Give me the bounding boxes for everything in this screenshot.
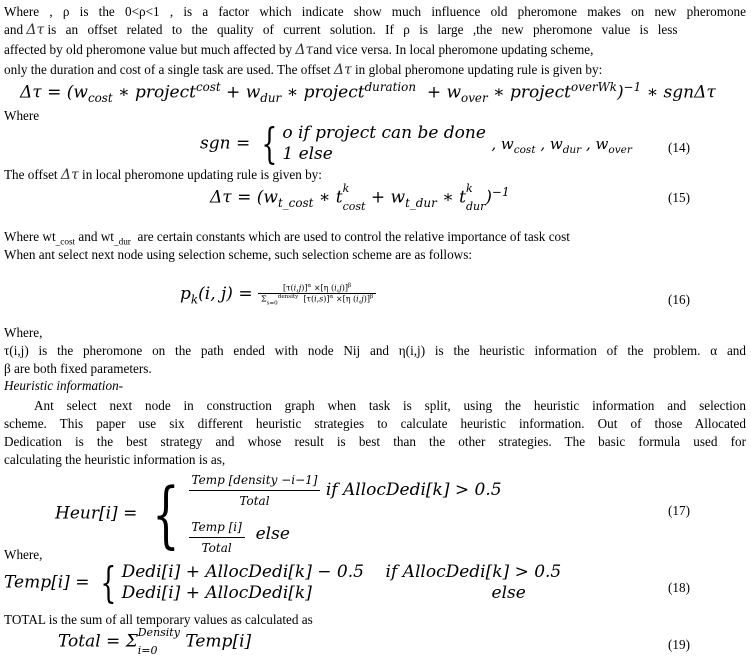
text-local-offset: The offset Δτ in local pheromone updating rule is given by: bbox=[4, 167, 322, 183]
text-line-3: affected by old pheromone value but much affected by Δτand vice versa. In local pheromone updating scheme, bbox=[4, 42, 594, 58]
text-line-2: and Δτ is an offset related to the quality of current solution. If ρ is large ,the new pheromone value is less bbox=[4, 22, 678, 38]
equation-number-14: (14) bbox=[668, 140, 690, 155]
text-where-1: Where bbox=[4, 108, 40, 123]
equation-number-18: (18) bbox=[668, 580, 690, 595]
paragraph-heuristic-line-3: Dedication is the best strategy and whose result is best than the other strategies. The basic formula used for bbox=[4, 434, 746, 449]
paragraph-heuristic-line-1: Ant select next node in construction graph when task is split, using the heuristic information and selection bbox=[34, 398, 746, 413]
text-total-definition: TOTAL is the sum of all temporary values as calculated as bbox=[4, 612, 313, 627]
section-heading-heuristic: Heuristic information- bbox=[4, 378, 124, 393]
text-line-1: Where , ρ is the 0<ρ<1 , is a factor which indicate show much influence old pheromone makes on new pheromone bbox=[4, 4, 746, 19]
text-line-4: only the duration and cost of a single task are used. The offset Δτ in global pheromone updating rule is given by: bbox=[4, 62, 603, 78]
equation-global-delta-tau: $\Delta\tau = (w_{cost}$ ∗ project$^{cost}$ + $w_{dur}$ ∗ project$^{duration}$ + $w_{over}$ ∗ project$^{overWk}$)$^{-1}$ ∗ sgnΔτ bbox=[20, 80, 716, 106]
text-where-3: Where, bbox=[4, 547, 43, 562]
equation-number-19: (19) bbox=[668, 637, 690, 652]
equation-14: sgn = { o if project can be done 1 else , $w_{cost}$ , $w_{dur}$ , $w_{over}$ bbox=[200, 119, 632, 168]
equation-17: Heur[i] = { $\frac{\text{Temp [density −i−1]}}{\text{Total}}$ if AllocDedi[k] > 0.5 $\frac{\text{Temp [i]}}{\text{Total}}$ else bbox=[55, 472, 502, 556]
paragraph-heuristic-line-4: calculating the heuristic information is as, bbox=[4, 452, 226, 467]
text-beta-params: β are both fixed parameters. bbox=[4, 361, 152, 376]
text-tau-definition: τ(i,j) is the pheromone on the path ended with node Nij and η(i,j) is the heuristic information of the problem. α and bbox=[4, 343, 746, 358]
equation-number-16: (16) bbox=[668, 292, 690, 307]
equation-number-17: (17) bbox=[668, 503, 690, 518]
equation-18: Temp[i] = { Dedi[i] + AllocDedi[k] − 0.5 if AllocDedi[k] > 0.5 Dedi[i] + AllocDedi[k] else bbox=[4, 558, 562, 607]
text-wt-constants: Where $wt_{\_cost}$ and $wt_{\_dur}$ are certain constants which are used to control the relative importance of task cost bbox=[4, 229, 570, 247]
equation-number-15: (15) bbox=[668, 190, 690, 205]
delta-tau-symbol: Δτ bbox=[295, 42, 314, 58]
equation-15: $\Delta\tau = (w_{t\_cost}$ ∗ $t^k$ $_{cost} + w_{t\_dur}$ ∗ $t^k$ $_{dur}$)$^{-1}$ bbox=[210, 182, 510, 213]
text-where-2: Where, bbox=[4, 325, 43, 340]
paragraph-heuristic-line-2: scheme. This paper use six different heuristic strategies to calculate heuristic information. Out of those Allocated bbox=[4, 416, 746, 431]
equation-16: $p_k(i$, j) = $\frac{[\tau(i,j)]^\alpha \times[\eta (i,j)]^\beta}{\Sigma_{s=0}^{density} [\tau(i,s)]^\alpha \times[\eta (i,j)]^\beta}$ bbox=[180, 283, 376, 306]
equation-19: Total = $\Sigma^{Density}$ $_{i=0}$ Temp[i] bbox=[58, 626, 252, 657]
delta-tau-symbol: Δτ bbox=[60, 167, 79, 183]
delta-tau-symbol: Δτ bbox=[26, 22, 45, 38]
text-ant-select: When ant select next node using selection scheme, such selection scheme are as follows: bbox=[4, 247, 473, 262]
delta-tau-symbol: Δτ bbox=[333, 62, 352, 78]
